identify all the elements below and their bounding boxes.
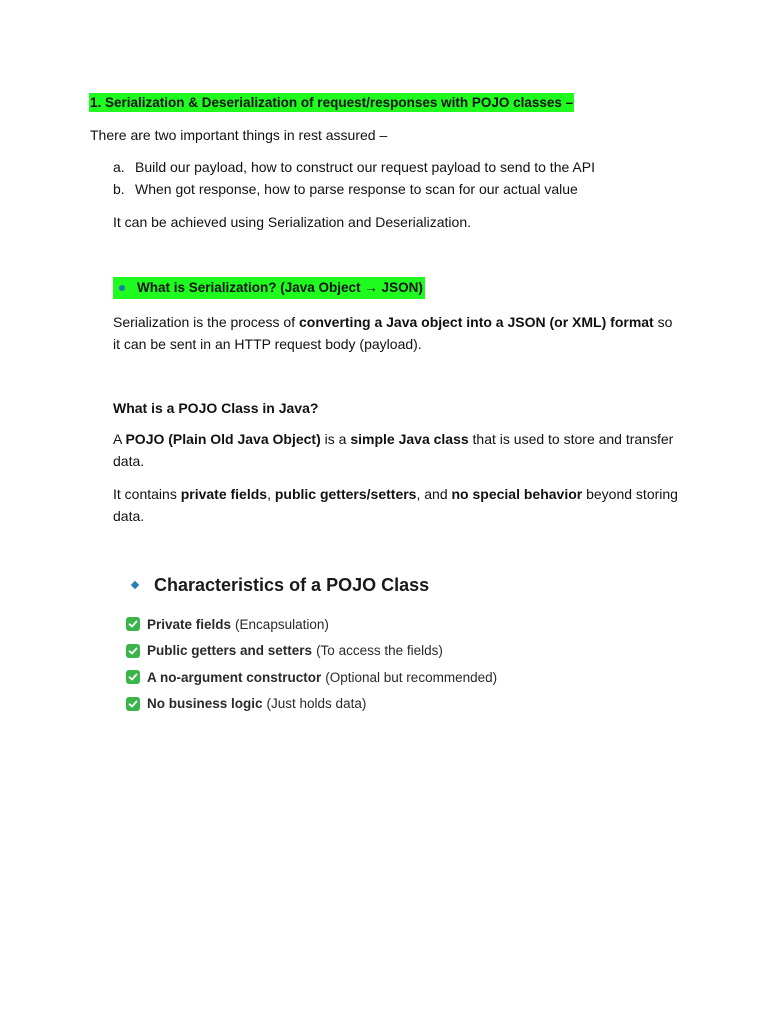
intro-text: There are two important things in rest assured – <box>90 127 388 143</box>
list-item <box>126 691 497 718</box>
characteristics-title-text: Characteristics of a POJO Class <box>154 575 430 595</box>
text-run: so it can be sent in an HTTP request body (payload). <box>113 314 673 352</box>
text-run: , and <box>416 486 452 502</box>
item-strong: Private fields <box>147 616 232 632</box>
checkmark-icon <box>126 644 140 658</box>
list-item <box>113 157 595 179</box>
pojo-contains <box>113 483 683 527</box>
text-run: It contains <box>113 486 181 502</box>
text-run-bold: public getters/setters <box>274 486 417 502</box>
text-run: that is used to store and transfer data. <box>113 431 674 469</box>
checkmark-icon <box>126 670 140 684</box>
item-strong: Public getters and setters <box>147 643 313 659</box>
list-marker: a. <box>113 159 125 175</box>
text-run-bold: simple Java class <box>350 431 469 447</box>
section-heading: 1. Serialization & Deserialization of request/responses with POJO classes – <box>90 95 574 110</box>
list-marker: b. <box>113 180 125 197</box>
pojo-definition <box>113 428 683 472</box>
item-note: (Encapsulation) <box>235 616 329 632</box>
text-run: , <box>267 486 275 502</box>
diamond-icon <box>131 581 139 589</box>
text-run-bold: POJO (Plain Old Java Object) <box>125 431 321 447</box>
list-item <box>126 638 497 665</box>
text-run-bold: converting a Java object into a JSON (or XML) format <box>298 314 654 330</box>
item-note: (Just holds data) <box>266 696 367 712</box>
serialization-definition <box>113 311 683 355</box>
checkmark-icon <box>126 617 140 631</box>
list-item <box>113 179 595 201</box>
item-note: (To access the fields) <box>316 643 443 659</box>
serialization-heading-text: What is Serialization? (Java Object → JSON) <box>137 280 423 295</box>
serialization-heading <box>113 277 425 299</box>
list-item <box>126 611 497 638</box>
characteristics-title <box>128 572 429 598</box>
text-run: A <box>113 431 126 447</box>
characteristics-list <box>126 611 497 717</box>
item-note: (Optional but recommended) <box>325 669 498 685</box>
item-strong: A no-argument constructor <box>147 669 322 685</box>
steps-list <box>113 157 595 200</box>
list-item-text: Build our payload, how to construct our request payload to send to the API <box>135 159 595 175</box>
text-run: Serialization is the process of <box>113 314 299 330</box>
achieved-text: It can be achieved using Serialization and Deserialization. <box>113 214 471 230</box>
text-run-bold: no special behavior <box>451 486 583 502</box>
item-strong: No business logic <box>147 696 263 712</box>
text-run: is a <box>320 431 351 447</box>
text-run: beyond storing data. <box>113 486 678 524</box>
checkmark-icon <box>126 697 140 711</box>
bullet-icon <box>119 285 125 291</box>
pojo-question: What is a POJO Class in Java? <box>113 400 319 416</box>
list-item <box>126 664 497 691</box>
text-run-bold: private fields <box>180 486 268 502</box>
list-item-text: When got response, how to parse response to scan for our actual value <box>135 180 578 197</box>
